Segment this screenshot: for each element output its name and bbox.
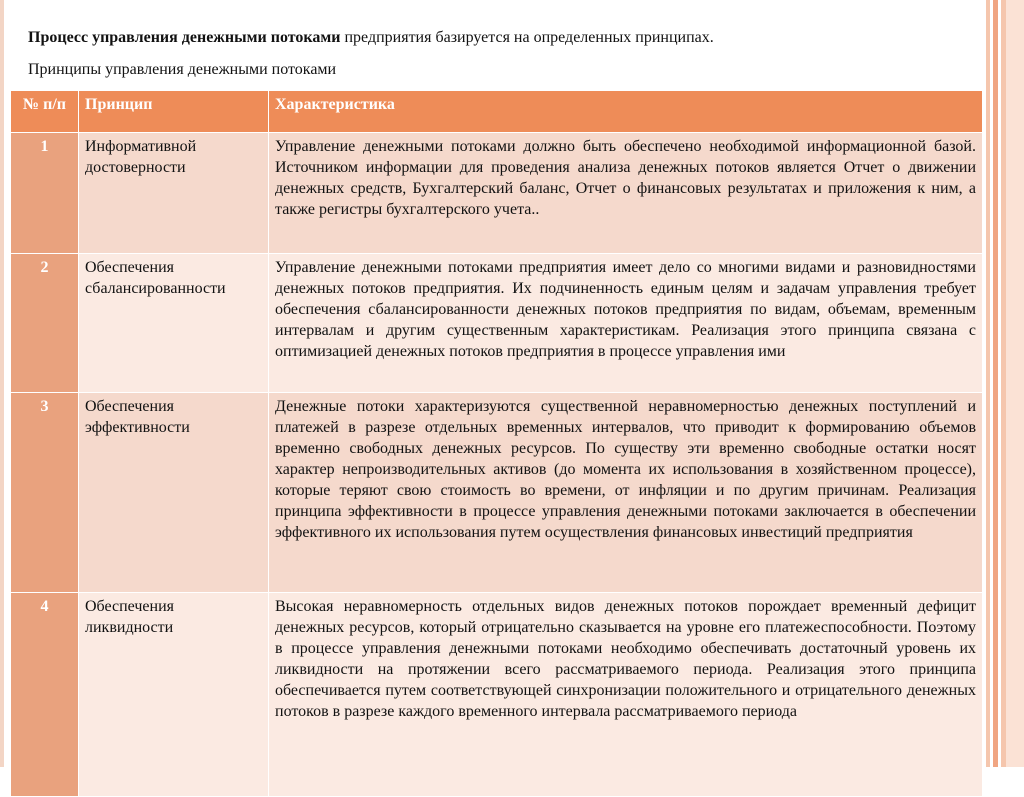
row-principle: Обеспечения сбалансированности [79, 254, 269, 393]
table-row [11, 254, 983, 393]
decorative-stripes [984, 0, 1024, 767]
row-description: Денежные потоки характеризуются существенной неравномерностью денежных поступлений и платежей в разрезе отдельных временных интервалов, что приводит к формированию объемов временно свободных денежных ресурсов. По существу эти временно свободные остатки носят характер непроизводительных активов (до момента их использования в хозяйственном процессе), которые теряют свою стоимость во времени, от инфляции и по другим причинам. Реализация принципа эффективности в процессе управления денежными потоками заключается в обеспечении эффективного их использования путем осуществления финансовых инвестиций предприятия [269, 393, 983, 593]
table-header-row [11, 91, 983, 133]
table-row [11, 133, 983, 254]
table-row [11, 593, 983, 797]
heading-bold-text: Процесс управления денежными потоками [28, 29, 341, 46]
column-header-number: № п/п [11, 91, 79, 133]
row-principle: Обеспечения ликвидности [79, 593, 269, 797]
row-description: Высокая неравномерность отдельных видов денежных потоков порождает временный дефицит денежных ресурсов, который отрицательно сказывается на уровне его платежеспособности. Поэтому в процессе управления денежными потоками необходимо обеспечивать достаточный уровень их ликвидности на протяжении всего рассматриваемого периода. Реализация этого принципа обеспечивается путем соответствующей синхронизации положительного и отрицательного денежных потоков в разрезе каждого временного интервала рассматриваемого периода [269, 593, 983, 797]
row-number: 2 [11, 254, 79, 393]
table-caption: Принципы управления денежными потоками [28, 61, 337, 78]
heading-rest-text: предприятия базируется на определенных принципах. [340, 29, 714, 46]
row-principle: Информативной достоверности [79, 133, 269, 254]
column-header-description: Характеристика [269, 91, 983, 133]
row-number: 3 [11, 393, 79, 593]
principles-table [10, 90, 983, 797]
row-principle: Обеспечения эффективности [79, 393, 269, 593]
row-number: 4 [11, 593, 79, 797]
row-description: Управление денежными потоками должно быть обеспечено необходимой информационной базой. Источником информации для проведения анализа денежных потоков является Отчет о движении денежных средств, Бухгалтерский баланс, Отчет о финансовых результатах и приложения к ним, а также регистры бухгалтерского учета.. [269, 133, 983, 254]
row-description: Управление денежными потоками предприятия имеет дело со многими видами и разновидностями денежных потоков предприятия. Их подчиненность единым целям и задачам управления требует обеспечения сбалансированности денежных потоков предприятия по видам, объемам, временным интервалам и другим существенным характеристикам. Реализация этого принципа связана с оптимизацией денежных потоков предприятия в процессе управления ими [269, 254, 983, 393]
row-number: 1 [11, 133, 79, 254]
slide-heading [28, 28, 948, 48]
column-header-principle: Принцип [79, 91, 269, 133]
table-row [11, 393, 983, 593]
left-border-line [0, 0, 4, 767]
